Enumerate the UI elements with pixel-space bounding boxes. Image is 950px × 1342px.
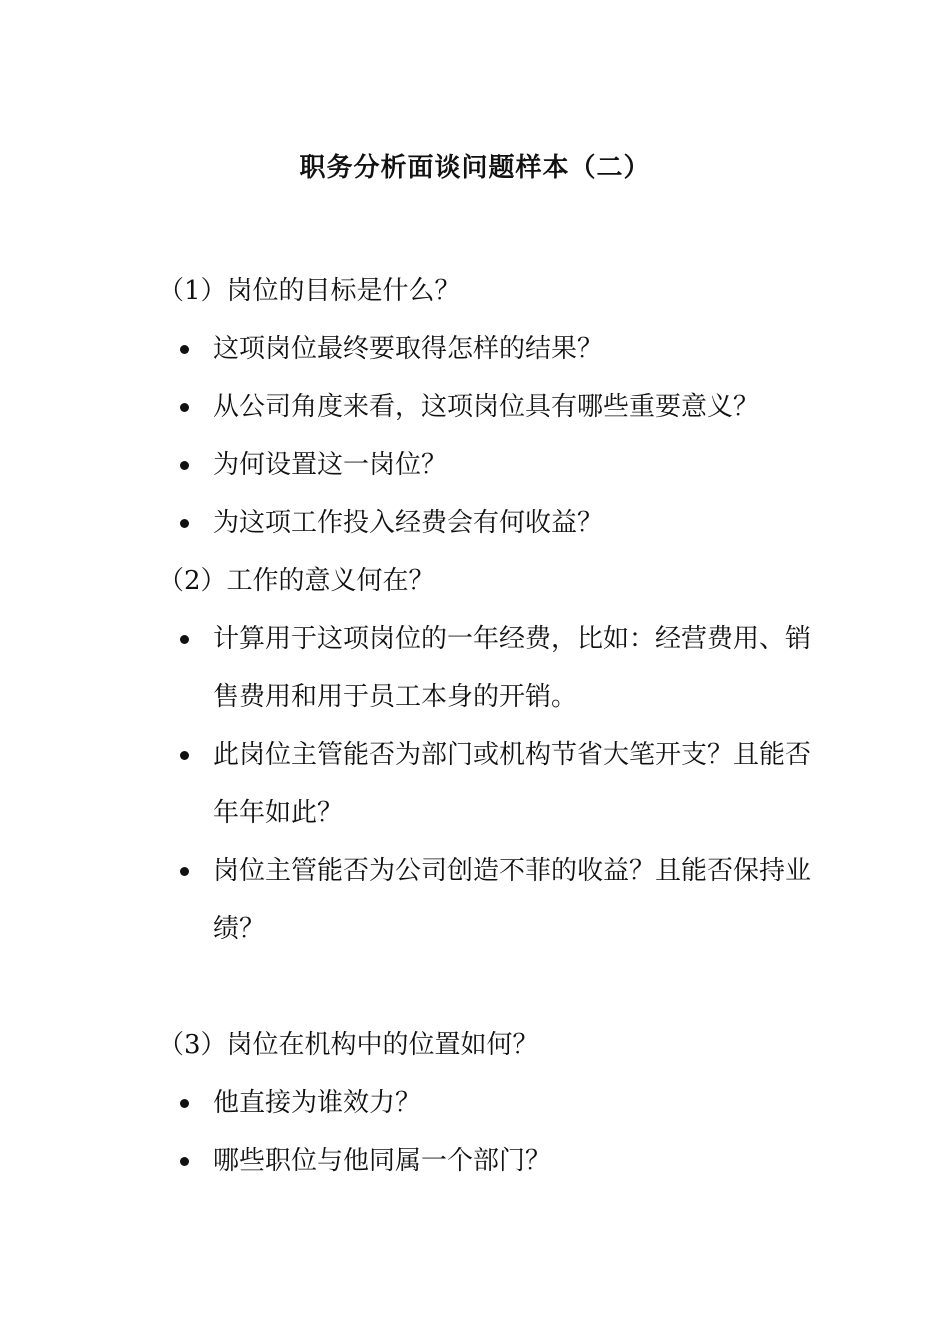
bullet-list (158, 610, 838, 958)
section-2 (158, 552, 838, 958)
section-heading: （2）工作的意义何在？ (158, 566, 435, 596)
list-item (213, 1074, 838, 1132)
list-item (213, 726, 838, 842)
list-item (213, 436, 838, 494)
bullet-icon (180, 751, 189, 760)
bullet-icon (180, 635, 189, 644)
list-item (213, 1132, 838, 1190)
bullet-icon (180, 867, 189, 876)
list-item (213, 320, 838, 378)
section-spacer (158, 958, 838, 1016)
list-item-text: 岗位主管能否为公司创造不菲的收益？且能否保持业绩？ (213, 856, 812, 944)
list-item-text: 这项岗位最终要取得怎样的结果？ (213, 334, 604, 364)
bullet-icon (180, 403, 189, 412)
bullet-list (158, 320, 838, 552)
list-item-text: 从公司角度来看，这项岗位具有哪些重要意义？ (213, 392, 760, 422)
bullet-icon (180, 1099, 189, 1108)
section-heading: （3）岗位在机构中的位置如何？ (158, 1030, 539, 1060)
bullet-icon (180, 461, 189, 470)
bullet-icon (180, 519, 189, 528)
document-title: 职务分析面谈问题样本（二） (299, 153, 651, 183)
bullet-icon (180, 1157, 189, 1166)
document-body (158, 262, 838, 1190)
list-item-text: 计算用于这项岗位的一年经费，比如：经营费用、销售费用和用于员工本身的开销。 (213, 624, 812, 712)
list-item-text: 哪些职位与他同属一个部门？ (213, 1146, 552, 1176)
bullet-icon (180, 345, 189, 354)
bullet-list (158, 1074, 838, 1190)
list-item (213, 378, 838, 436)
list-item (213, 842, 838, 958)
list-item (213, 494, 838, 552)
list-item (213, 610, 838, 726)
section-heading: （1）岗位的目标是什么？ (158, 276, 461, 306)
section-1 (158, 262, 838, 552)
list-item-text: 此岗位主管能否为部门或机构节省大笔开支？且能否年年如此？ (213, 740, 812, 828)
list-item-text: 为何设置这一岗位？ (213, 450, 448, 480)
list-item-text: 为这项工作投入经费会有何收益？ (213, 508, 604, 538)
section-3 (158, 1016, 838, 1190)
list-item-text: 他直接为谁效力？ (213, 1088, 422, 1118)
